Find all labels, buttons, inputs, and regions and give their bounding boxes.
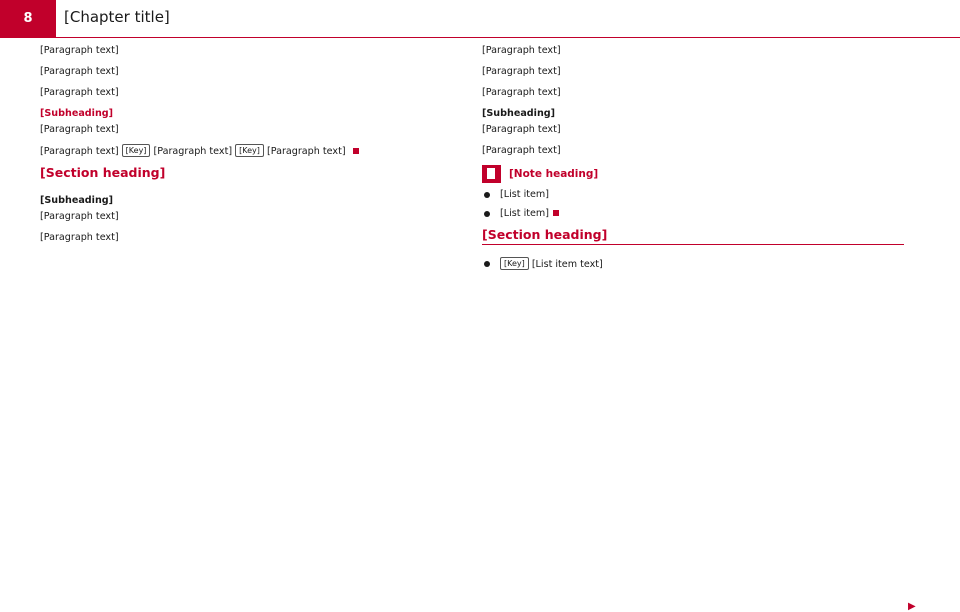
list-item [482, 207, 904, 220]
page-number: 8 [0, 0, 56, 37]
paragraph: [Paragraph text] [482, 66, 561, 77]
paragraph: [Paragraph text] [482, 87, 561, 98]
subheading-time: [Subheading] [482, 108, 556, 119]
note-list [482, 188, 904, 220]
note-icon [482, 165, 501, 183]
header-divider [0, 37, 960, 38]
list-item [482, 257, 904, 271]
left-column [40, 44, 460, 252]
list-item-text: [List item] [500, 208, 549, 219]
paragraph-text: [Paragraph text] [40, 146, 119, 157]
list-item-text: [List item text] [531, 259, 603, 270]
paragraph: [Paragraph text] [40, 232, 119, 243]
section-heading-memory: [Section heading] [40, 165, 166, 180]
paragraph: [Paragraph text] [40, 124, 119, 135]
list-item: [List item] [482, 188, 904, 201]
paragraph: [Paragraph text] [40, 87, 119, 98]
paragraph-with-keys [40, 144, 460, 158]
continue-arrow-icon: ▶ [908, 601, 916, 612]
page-header [0, 0, 960, 37]
section-end-marker [553, 210, 559, 216]
paragraph: [Paragraph text] [482, 45, 561, 56]
cancel-key: [Key] [122, 144, 151, 157]
playback-list [482, 257, 904, 271]
paragraph-text: [Paragraph text] [153, 146, 233, 157]
note-title: [Note heading] [509, 167, 599, 180]
right-column [482, 44, 904, 277]
paragraph: [Paragraph text] [482, 124, 561, 135]
subheading-incoming: [Subheading] [40, 108, 114, 119]
paragraph-text: [Paragraph text] [266, 146, 346, 157]
tim-key: [Key] [500, 257, 529, 270]
section-heading-playback: [Section heading] [482, 228, 904, 245]
deact-key: [Key] [235, 144, 264, 157]
chapter-title: [Chapter title] [64, 8, 170, 26]
paragraph: [Paragraph text] [482, 145, 561, 156]
subheading-auto: [Subheading] [40, 195, 114, 206]
paragraph: [Paragraph text] [40, 45, 119, 56]
paragraph: [Paragraph text] [40, 66, 119, 77]
note-header [482, 165, 904, 183]
paragraph: [Paragraph text] [40, 211, 119, 222]
section-end-marker [353, 148, 359, 154]
